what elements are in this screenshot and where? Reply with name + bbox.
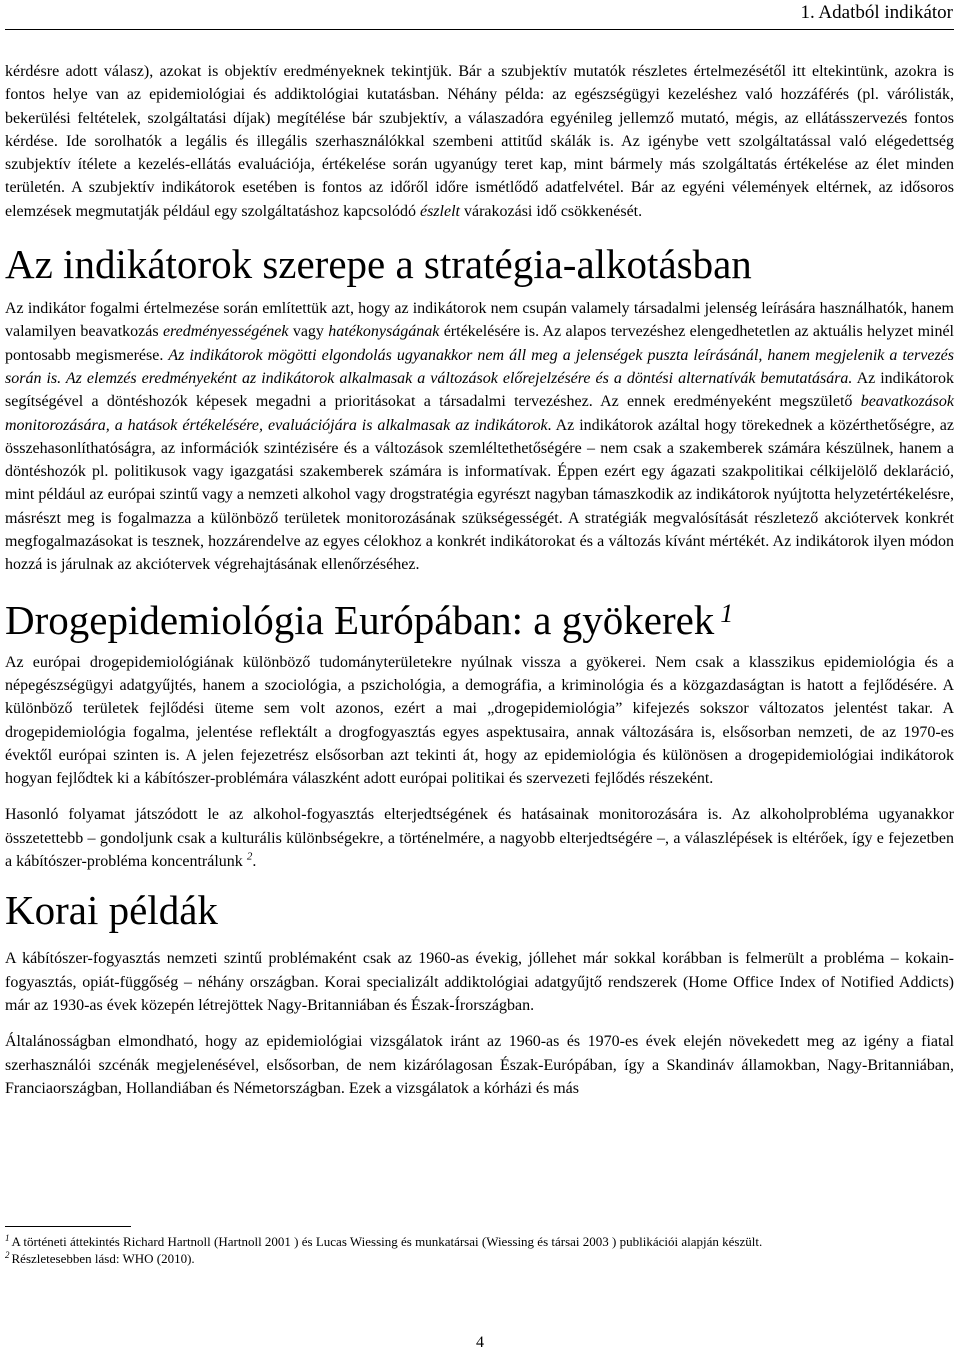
footnote: $^1$ A történeti áttekintés Richard Hartnoll (Hartnoll 2001 ) és Lucas Wiessing és munkatársai (Wiessing és társai 2003 ) publikációi alapján készült.: [5, 1232, 763, 1249]
paragraph-subjective-indicators: kérdésre adott válasz), azokat is objektív eredményeknek tekintjük. Bár a szubjektív mutatók részletes értelmezésétől itt eltekintünk, azokra is fontos helye van az epidemiológiai és addiktológiai kutatásban. Néhány példa: az egészségügyi kezeléshez való hozzáférés (pl. várólisták, bekerülési feltételek, szolgáltatási díjak) megítélése bár szubjektív, a válaszadóra egyénileg jellemző mutató, mégis, az ellátásszervezés fontos kérdése. Ide sorolhatók a legális és illegális szerhasználókkal szembeni attitűd skálák is. Az igénybe vett szolgáltatással való elégedettség szubjektív ítélete a kezelés-ellátás evaluációja, értékelése során ugyanúgy teret kap, mint bármely más szolgáltatás értékelése az élet minden területén. A szubjektív indikátorok esetében is fontos az időről időre ismétlődő adatfelvétel. Bár az egyéni vélemények eltérnek, az idősoros elemzések megmutatják például egy szolgáltatáshoz kapcsolódó észlelt várakozási idő csökkenését.: [5, 63, 954, 220]
footnote-ref-2: 2: [246, 850, 253, 863]
italic-term: észlelt: [419, 202, 460, 220]
footnote-ref-1: 1: [720, 598, 734, 628]
page-number: 4: [476, 1334, 484, 1351]
page-body: [5, 60, 954, 1100]
section-heading-drug-epidemiology: Drogepidemiológia Európában: a gyökerek $^1$: [5, 596, 734, 643]
section-heading-indicator-roles: Az indikátorok szerepe a stratégia-alkotásban: [5, 241, 752, 288]
paragraph-early-examples: A kábítószer-fogyasztás nemzeti szintű problémaként csak az 1960-as évekig, jóllehet már sokkal korábban is felmerült a probléma – kokain-fogyasztás, opiát-függőség – néhány országban. Korai specializált addiktológiai adatgyűjtő rendszerek (Home Office Index of Notified Addicts) már az 1930-as évek közepén létrejöttek Nagy-Britanniában és Észak-Írországban.: [5, 950, 954, 1014]
footnote-divider: [5, 1226, 131, 1227]
section-heading-early-examples: Korai példák: [5, 887, 218, 934]
header-divider: [5, 29, 954, 30]
footnote: $^2$ Részletesebben lásd: WHO (2010).: [5, 1249, 195, 1266]
paragraph-drug-epidemiology-roots: Az európai drogepidemiológiának különböző tudományterületekre nyúlnak vissza a gyökerei. Nem csak a klasszikus epidemiológia és a népegészségügyi adatgyűjtés, hanem a szociológia, a pszichológia, a demográfia, a kriminológia és a közgazdaságtan is hatott a fejlődésére. A különböző területek fejlődési üteme sem volt azonos, ezért a mai „drogepidemiológia” kifejezés sokszor változatos jelentést takar. A drogepidemiológia fogalma, jelentése reflektált a drogfogyasztás egyes aspektusaira, annak változására is, elsősorban nemzeti, de az 1970-es évektől európai szinten is. A jelen fejezetrész elsősorban azt tekinti át, hogy az epidemiológia és különösen a drogepidemiológiai indikátorok hogyan fejlődtek ki a kábítószer-problémára válaszként adott európai politikai és szervezeti fejlődés részeként.: [5, 653, 954, 788]
paragraph-indicator-roles: Az indikátor fogalmi értelmezése során említettük azt, hogy az indikátorok nem csupán valamely társadalmi jelenség leírására használhatók, hanem valamilyen beavatkozás eredményességének vagy hatékonyságának értékelésére is. Az alapos tervezéshez elengedhetetlen az aktuális helyzet minél pontosabb megismerése. Az indikátorok mögötti elgondolás ugyanakkor nem áll meg a jelenségek puszta leírásánál, hanem megjelenik a tervezés során is. Az elemzés eredményeként az indikátorok alkalmasak a változások előrejelzésére és a döntési alternatívák bemutatására. Az indikátorok segítségével a döntéshozók képesek megadni a prioritásokat a társadalmi tervezéshez. Az ennek eredményeként megszülető beavatkozások monitorozására, a hatások értékelésére, evaluációjára is alkalmasak az indikátorok. Az indikátorok azáltal hogy törekednek a közérthetőségre, az összehasonlíthatóságra, az információk szintézisére és a változások szemléltethetőségére – nem csak a szakemberek számára készülnek, hanem a döntéshozók pl. politikusok vagy igazgatási szakemberek számára is informatívak. Éppen ezért egy ágazati szakpolitikai célkijelölő deklaráció, mint például az európai szintű vagy a nemzeti alkohol vagy drogstratégia egyrészt nagyban támaszkodik az indikátorok nyújtotta helyzetértékelésre, másrészt meg is fogalmazza a különböző területek monitorozásának szükségességét. A stratégiák megvalósítását részletező akciótervek konkrét megfogalmazásokat is tesznek, hozzárendelve az egyes célokhoz a konkrét indikátorokat és a változás kívánt mértékét. Az indikátorok ilyen módon hozzá is járulnak az akciótervek végrehajtásának ellenőrzéséhez.: [5, 300, 955, 574]
running-header: 1. Adatból indikátor: [800, 2, 953, 23]
paragraph-alcohol-monitoring: Hasonló folyamat játszódott le az alkohol-fogyasztás elterjedtségének és hatásainak monitorozására is. Az alkoholprobléma ugyanakkor összetettebb – gondoljunk csak a kulturális különbségekre, a történelmére, a nagyobb elterjedtségére –, a válaszlépések is eltérőek, így e fejezetben a kábítószer-probléma koncentrálunk $^2$.: [5, 806, 954, 871]
footnotes: [5, 1226, 954, 1267]
paragraph-1960s-studies: Általánosságban elmondható, hogy az epidemiológiai vizsgálatok iránt az 1960-as és 1970-es évek elején növekedett meg az igény a fiatal szerhasználói szcénák megjelenésével, elsősorban, de nem kizárólagosan Észak-Európában, így a Skandináv államokban, Nagy-Britanniában, Franciaországban, Hollandiában és Németországban. Ezek a vizsgálatok a kórházi és más: [5, 1033, 954, 1097]
